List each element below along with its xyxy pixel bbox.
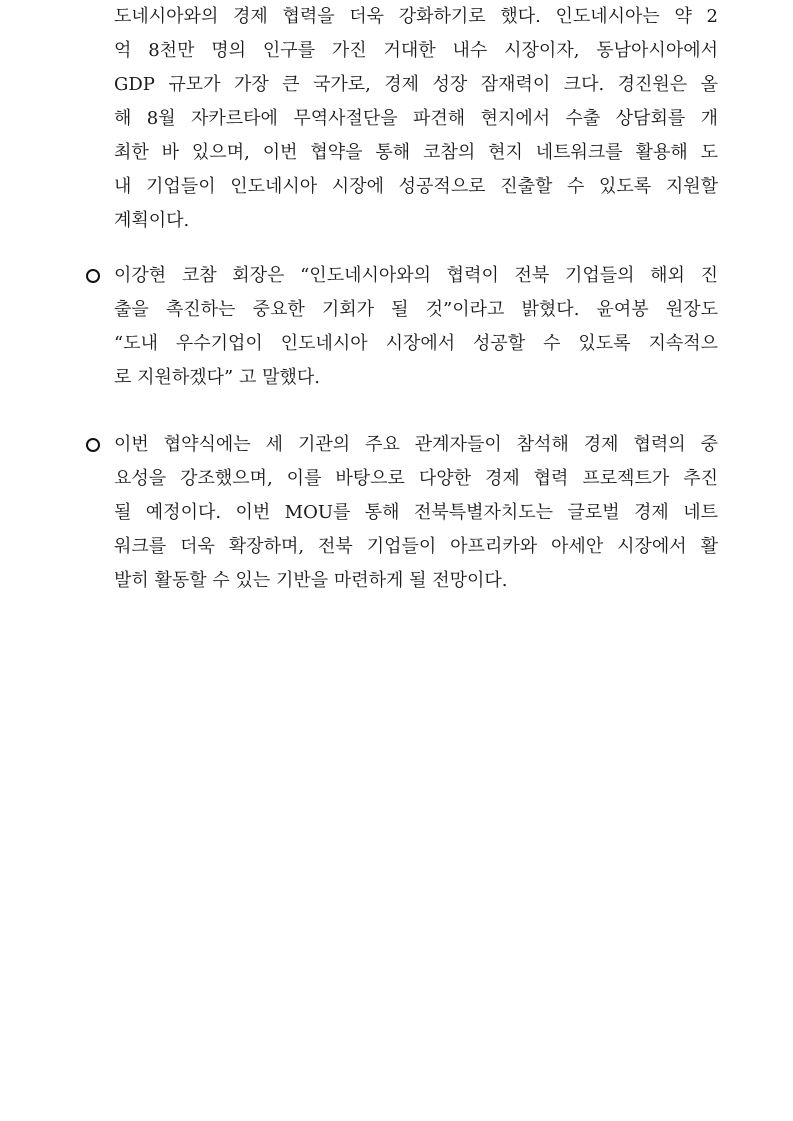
circle-bullet-icon	[86, 438, 100, 452]
paragraph-indonesia-cooperation	[114, 0, 718, 238]
text-line: 도네시아와의 경제 협력을 더욱 강화하기로 했다. 인도네시아는 약 2	[114, 6, 718, 27]
text-line: 로 지원하겠다” 고 말했다.	[114, 367, 320, 388]
paragraph-chairman-quote	[114, 259, 718, 395]
text-line: 내 기업들이 인도네시아 시장에 성공적으로 진출할 수 있도록 지원할	[114, 176, 718, 197]
text-line: 최한 바 있으며, 이번 협약을 통해 코참의 현지 네트워크를 활용해 도	[114, 142, 718, 163]
text-line: 이강현 코참 회장은 “인도네시아와의 협력이 전북 기업들의 해외 진	[114, 265, 718, 286]
text-line: 이번 협약식에는 세 기관의 주요 관계자들이 참석해 경제 협력의 중	[114, 434, 718, 455]
text-line: 억 8천만 명의 인구를 가진 거대한 내수 시장이자, 동남아시아에서	[114, 40, 718, 61]
circle-bullet-icon	[86, 269, 100, 283]
text-line: 될 예정이다. 이번 MOU를 통해 전북특별자치도는 글로벌 경제 네트	[114, 502, 718, 523]
text-line: 요성을 강조했으며, 이를 바탕으로 다양한 경제 협력 프로젝트가 추진	[114, 468, 718, 489]
text-line: 발히 활동할 수 있는 기반을 마련하게 될 전망이다.	[114, 570, 508, 591]
text-line: 해 8월 자카르타에 무역사절단을 파견해 현지에서 수출 상담회를 개	[114, 108, 718, 129]
text-line: GDP 규모가 가장 큰 국가로, 경제 성장 잠재력이 크다. 경진원은 올	[114, 74, 718, 95]
text-line: “도내 우수기업이 인도네시아 시장에서 성공할 수 있도록 지속적으	[114, 333, 718, 354]
text-line: 워크를 더욱 확장하며, 전북 기업들이 아프리카와 아세안 시장에서 활	[114, 536, 718, 557]
text-line: 출을 촉진하는 중요한 기회가 될 것”이라고 밝혔다. 윤여봉 원장도	[114, 299, 718, 320]
paragraph-agreement-ceremony	[114, 428, 718, 598]
text-line: 계획이다.	[114, 210, 190, 231]
